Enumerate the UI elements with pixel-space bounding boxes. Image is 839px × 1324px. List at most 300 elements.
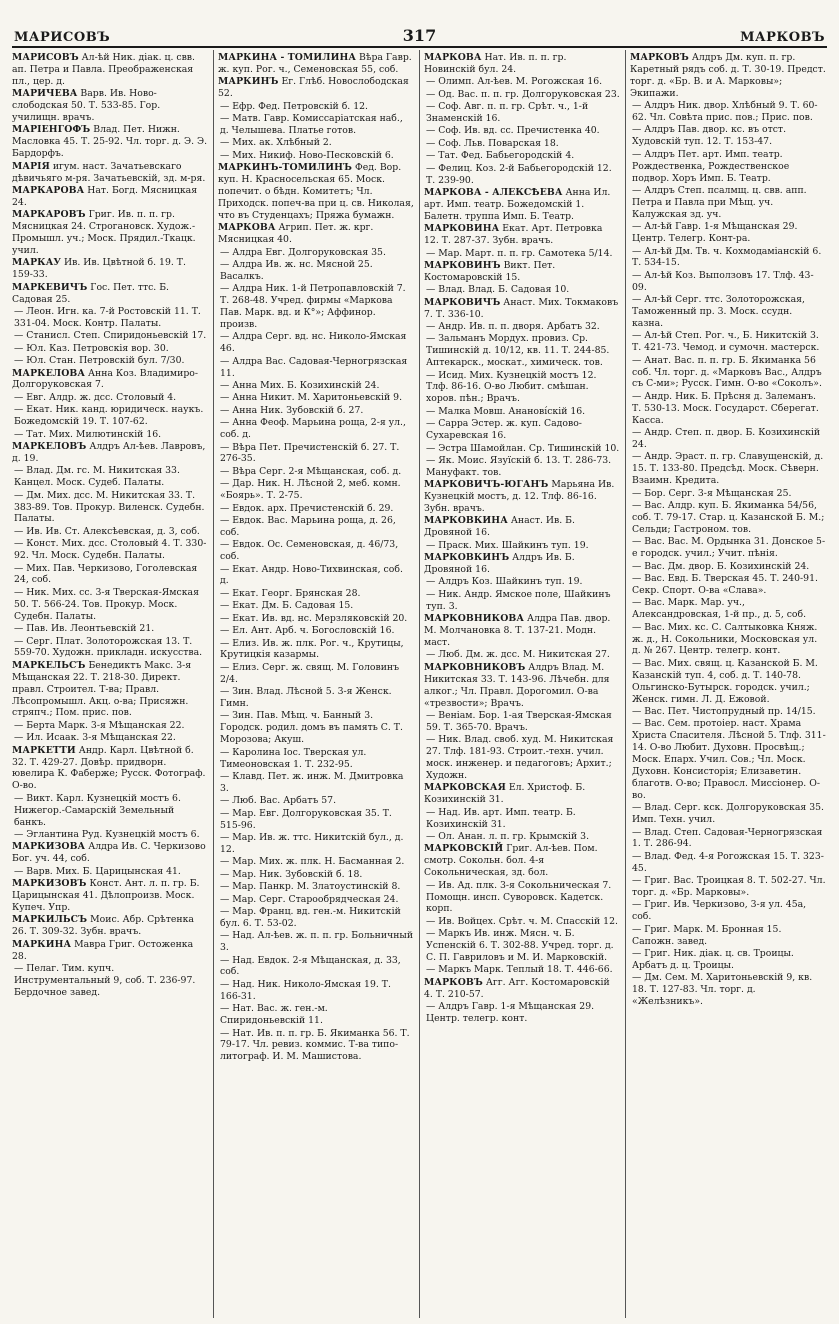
directory-entry xyxy=(12,343,208,355)
directory-entry xyxy=(630,100,826,124)
entry-surname: МАРКОВКИНА xyxy=(424,515,508,527)
directory-entry xyxy=(12,538,208,562)
directory-entry xyxy=(218,150,414,162)
directory-entry xyxy=(218,930,414,954)
directory-entry xyxy=(12,429,208,441)
directory-entry xyxy=(218,856,414,868)
entry-details: — Вас. Евд. Б. Тверская 45. Т. 240-91. Секр. Спорт. О-ва «Слава». xyxy=(632,572,818,596)
entry-details: — Ал-ѣй Гавр. 1-я Мѣщанская 29. Центр. Телегр. Конт-ра. xyxy=(632,221,798,245)
entry-surname: МАРКОВНИКОВА xyxy=(424,613,525,625)
entry-details: Нат. Ив. п. п. гр. Новинскій бул. 24. xyxy=(424,52,567,75)
directory-entry xyxy=(424,455,620,479)
entry-details: — Зин. Пав. Мѣщ. ч. Банный 3. Городск. родил. домъ въ память С. Т. Морозова; Акуш. xyxy=(220,710,403,746)
entry-details: — Влад. Дм. гс. М. Никитская 33. Канцел. Моск. Судеб. Палаты. xyxy=(14,465,180,489)
directory-entry xyxy=(424,710,620,734)
entry-details: — Мар. Панкр. М. Златоустинскій 8. xyxy=(220,881,401,893)
directory-entry xyxy=(630,851,826,875)
entry-surname: МАРКАРОВА xyxy=(12,184,85,196)
entry-details: — Евдок. Ос. Семеновская, д. 46/73, соб. xyxy=(220,539,399,563)
entry-surname: МАРКИЛЬСЪ xyxy=(12,914,88,926)
entry-details: — Вас. Мих. кс. С. Салтыковка Княж. ж. д., Н. Сокольники, Московская ул. д. № 267. Центр. телегр. конт. xyxy=(632,621,818,657)
entry-details: — Тат. Мих. Милютинскій 16. xyxy=(14,428,162,440)
entry-details: — Влад. Влад. Б. Садовая 10. xyxy=(426,284,570,296)
directory-entry xyxy=(12,878,208,914)
column-2 xyxy=(214,50,420,1318)
entry-details: — Ив. Ив. Ст. Алексѣевская, д. 3, соб. xyxy=(14,525,200,537)
directory-entry xyxy=(12,587,208,623)
entry-details: — Алдръ Коз. Шайкинъ туп. 19. xyxy=(426,576,583,588)
entry-details: — Дм. Сем. М. Харитоньевскій 9, кв. 18. Т. 127-83. Чл. торг. д. «Желѣзникъ». xyxy=(632,972,813,1008)
entry-details: — Мих. Пав. Черкизово, Гоголевская 24, соб. xyxy=(14,562,198,586)
entry-details: Варв. Ив. Ново-слободская 50. Т. 533-85. Гор. училищн. врачъ. xyxy=(12,88,161,124)
entry-details: — Григ. Вас. Троицкая 8. Т. 502-27. Чл. торг. д. «Бр. Марковы». xyxy=(632,875,826,899)
directory-entry xyxy=(630,948,826,972)
directory-entry xyxy=(218,638,414,662)
entry-details: — Мар. Ив. ж. ттс. Никитскій бул., д. 12. xyxy=(220,832,404,855)
directory-entry xyxy=(630,221,826,245)
directory-entry xyxy=(218,588,414,600)
entry-details: — Олимп. Ал-ѣев. М. Рогожская 16. xyxy=(426,76,603,88)
entry-details: — Мих. ак. Хлѣбный 2. xyxy=(220,137,332,149)
entry-surname: МАРКОВЪ xyxy=(424,976,483,988)
directory-entry xyxy=(424,576,620,588)
entry-surname: МАРКОВИЧЪ xyxy=(424,296,501,308)
directory-entry xyxy=(630,185,826,221)
entry-details: Анна Коз. Владимиро-Долгоруковская 7. xyxy=(12,367,199,391)
directory-entry xyxy=(12,257,208,281)
entry-details: — Праск. Мих. Шайкинъ туп. 19. xyxy=(426,539,589,551)
entry-details: — Вас. Пет. Чистопрудный пр. 14/15. xyxy=(632,705,816,717)
entry-surname: МАРКОВСКАЯ xyxy=(424,782,506,794)
entry-details: — Вас. Вас. М. Ордынка 31. Донское 5-е городск. учил.; Учит. пѣнія. xyxy=(632,536,826,560)
directory-entry xyxy=(218,906,414,930)
directory-entry xyxy=(630,573,826,597)
directory-entry xyxy=(630,500,826,536)
entry-surname: МАРКАРОВЪ xyxy=(12,209,86,221)
entry-details: — Соф. Льв. Поварская 18. xyxy=(426,137,559,149)
entry-details: — Мар. Мих. ж. плк. Н. Басманная 2. xyxy=(220,856,405,868)
entry-details: — Ел. Ант. Арб. ч. Богословскій 16. xyxy=(220,625,395,637)
entry-details: — Маркъ Ив. инж. Мясн. ч. Б. Успенскій 6. Т. 302-88. Учред. торг. д. С. П. Гавриловъ и М. И. Марковскій. xyxy=(426,928,614,964)
entry-surname: МАРКОВИНА xyxy=(424,223,500,235)
directory-entry xyxy=(12,490,208,526)
entry-details: — Екат. Ник. канд. юридическ. наукъ. Божедомскій 19. Т. 107-62. xyxy=(14,404,204,428)
directory-entry xyxy=(424,843,620,879)
entry-surname: МАРКИНА - ТОМИЛИНА xyxy=(218,52,357,63)
entry-details: — Мар. Ник. Зубовскій б. 18. xyxy=(220,868,363,880)
entry-details: — Анат. Вас. п. п. гр. Б. Якиманка 56 соб. Чл. торг. д. «Марковъ Вас., Алдръ съ С-ми»; Русск. Гимн. О-во «Соколъ». xyxy=(632,354,822,390)
entry-details: — Андр. Ник. Б. Прѣсня д. Залеманъ. Т. 530-13. Моск. Государст. Сберегат. Касса. xyxy=(632,390,819,426)
entry-details: — Викт. Карл. Кузнецкій мостъ 6. Нижегор.-Самарскій Земельный банкъ. xyxy=(14,792,181,828)
entry-surname: МАРІЯ xyxy=(12,160,50,172)
directory-entry xyxy=(630,622,826,658)
directory-entry xyxy=(12,282,208,306)
entry-details: — Ал-ѣй Коз. Выползовъ 17. Тлф. 43-09. xyxy=(632,269,814,293)
entry-details: Алдръ Дм. куп. п. гр. Каретный рядъ соб. д. Т. 30-19. Предст. торг. д. «Бр. В. и А. Марковы»; Экипажи. xyxy=(630,52,826,99)
entry-details: — Клавд. Пет. ж. инж. М. Дмитровка 3. xyxy=(220,770,404,794)
entry-details: — Конст. Мих. дсс. Столовый 4. Т. 330-92. Чл. Моск. Судебн. Палаты. xyxy=(14,538,207,562)
directory-entry xyxy=(630,924,826,948)
directory-entry xyxy=(630,802,826,826)
directory-entry xyxy=(424,187,620,223)
entry-details: Бенедиктъ Макс. 3-я Мѣщанская 22. Т. 218-30. Директ. правл. Строител. Т-ва; Правл. Лѣсопромышл. Акц. о-ва; Присяжн. стряпч.; Пом. прис. пов. xyxy=(12,659,192,719)
directory-entry xyxy=(424,223,620,247)
directory-entry xyxy=(630,330,826,354)
entry-surname: МАРКОВСКІЙ xyxy=(424,843,504,855)
header-right-keyword: МАРКОВЪ xyxy=(740,30,825,45)
directory-entry xyxy=(12,88,208,124)
entry-details: — Соф. Авг. п. п. гр. Срѣт. ч., 1-й Знаменскій 16. xyxy=(426,101,589,125)
directory-entry xyxy=(12,441,208,465)
directory-entry xyxy=(424,977,620,1001)
directory-entry xyxy=(630,246,826,270)
entry-surname: МАРКИНА xyxy=(12,938,72,950)
directory-entry xyxy=(218,600,414,612)
entry-details: игум. наст. Зачатьевскаго дѣвичьяго м-ря. Зачатьевскій, зд. м-ря. xyxy=(12,160,206,184)
directory-entry xyxy=(218,101,414,113)
entry-details: — Люб. Вас. Арбатъ 57. xyxy=(220,795,337,807)
directory-entry xyxy=(630,149,826,185)
entry-details: — Алдра Евг. Долгоруковская 35. xyxy=(220,246,386,258)
entry-details: — Над. Ал-ѣев. ж. п. п. гр. Больничный 3. xyxy=(220,930,414,954)
entry-details: — Андр. Степ. п. двор. Б. Козихинскій 24. xyxy=(632,427,821,450)
directory-entry xyxy=(424,333,620,369)
entry-details: Ал-ѣй Ник. діак. ц. свв. ап. Петра и Павла. Преображенская пл., цер. д. xyxy=(12,52,195,87)
directory-entry xyxy=(218,478,414,502)
directory-entry xyxy=(12,636,208,660)
entry-details: — Анна Никит. М. Харитоньевскій 9. xyxy=(220,392,403,404)
entry-details: Марьяна Ив. Кузнецкій мостъ, д. 12. Тлф. 86-16. Зубн. врачъ. xyxy=(424,479,615,515)
entry-details: — Ол. Анан. л. п. гр. Крымскій 3. xyxy=(426,831,590,842)
entry-details: — Ал-ѣй Серг. ттс. Золоторожская, Таможенный пр. 3. Моск. ссудн. казна. xyxy=(632,294,805,329)
entry-details: — Вас. Марк. Мар. уч., Александровская, 1-й пр., д. 5, соб. xyxy=(632,597,807,621)
entry-details: — Зин. Влад. Лѣсной 5. 3-я Женск. Гимн. xyxy=(220,686,392,710)
entry-details: Анна Ил. арт. Имп. театр. Божедомскій 1. Балетн. труппа Имп. Б. Театр. xyxy=(424,186,611,222)
entry-surname: МАРКОВНИКОВЪ xyxy=(424,661,526,673)
entry-details: — Алдра Вас. Садовая-Черногрязская 11. xyxy=(220,355,408,379)
entry-details: — Евг. Алдр. ж. дсс. Столовый 4. xyxy=(14,391,177,403)
entry-details: — Вѣра Серг. 2-я Мѣщанская, соб. д. xyxy=(220,465,402,477)
entry-surname: МАРКЕЛЬСЪ xyxy=(12,659,86,671)
entry-details: — Андр. Ив. п. п. дворя. Арбатъ 32. xyxy=(426,320,600,332)
directory-entry xyxy=(218,625,414,637)
directory-entry xyxy=(218,710,414,746)
entry-surname: МАРКОВИЧЪ-ЮГАНЪ xyxy=(424,479,549,491)
entry-details: — Алдръ Пет. арт. Имп. театр. Рождественка, Рождественское подвор. Хоръ Имп. Б. Театр. xyxy=(632,148,790,184)
directory-entry xyxy=(424,89,620,101)
entry-surname: МАРКЕЛОВЪ xyxy=(12,441,87,452)
directory-entry xyxy=(218,613,414,625)
entry-details: — Анна Феоф. Марьина роща, 2-я ул., соб. д. xyxy=(220,417,406,441)
directory-entry xyxy=(218,392,414,404)
directory-entry xyxy=(630,488,826,500)
directory-entry xyxy=(12,660,208,720)
entry-details: — Зальманъ Мордух. провиз. Ср. Тишинскій д. 10/12, кв. 11. Т. 244-85. Аптекарск., москат., химическ. тов. xyxy=(426,333,610,369)
directory-entry xyxy=(424,443,620,455)
entry-details: Алдръ Влад. М. Никитская 33. Т. 143-96. Лѣчебн. для алког.; Чл. Правл. Дорогомил. О-ва «трезвости»; Врачъ. xyxy=(424,661,610,709)
entry-details: — Веніам. Бор. 1-ая Тверская-Ямская 59. Т. 365-70. Врачъ. xyxy=(426,709,612,733)
entry-details: Гос. Пет. ттс. Б. Садовая 25. xyxy=(12,281,170,305)
directory-entry xyxy=(424,125,620,137)
directory-entry xyxy=(218,832,414,856)
entry-details: — Леон. Игн. ка. 7-й Ростовскій 11. Т. 331-04. Моск. Контр. Палаты. xyxy=(14,306,201,329)
entry-details: — Юл. Каз. Петровскія вор. 30. xyxy=(14,342,169,354)
directory-entry xyxy=(218,662,414,686)
column-4 xyxy=(626,50,831,1318)
entry-details: — Каролина Іос. Тверская ул. Тимеоновская 1. Т. 232-95. xyxy=(220,746,367,770)
entry-details: — Пав. Ив. Леонтьевскій 21. xyxy=(14,623,155,635)
directory-entry xyxy=(12,161,208,185)
entry-details: — Григ. Ник. діак. ц. св. Троицы. Арбатъ д. ц. Троицы. xyxy=(632,948,794,971)
directory-entry xyxy=(218,405,414,417)
entry-details: — Екат. Андр. Ново-Тихвинская, соб. д. xyxy=(220,563,403,587)
entry-details: — Берта Марк. 3-я Мѣщанская 22. xyxy=(14,719,185,731)
directory-entry xyxy=(218,380,414,392)
directory-entry xyxy=(630,658,826,706)
directory-entry xyxy=(218,1028,414,1064)
directory-entry xyxy=(424,321,620,333)
directory-entry xyxy=(12,841,208,865)
directory-entry xyxy=(630,391,826,427)
directory-entry xyxy=(12,392,208,404)
entry-details: Мавра Григ. Остоженка 28. xyxy=(12,938,194,962)
entry-details: — Ил. Исаак. 3-я Мѣщанская 22. xyxy=(14,732,176,744)
entry-details: — Алдръ Степ. псалмщ. ц. свв. апп. Петра и Павла при Мѣщ. уч. Калужская зд. уч. xyxy=(632,184,807,220)
directory-entry xyxy=(12,914,208,938)
entry-details: — Од. Вас. п. п. гр. Долгоруковская 23. xyxy=(426,88,620,100)
entry-details: — Пелаг. Тим. купч. Инструментальный 9, соб. Т. 236-97. Бердочное завед. xyxy=(14,962,196,998)
entry-details: — Маркъ Марк. Теплый 18. Т. 446-66. xyxy=(426,964,613,976)
entry-details: — Ал-ѣй Дм. Тв. ч. Кохмодаміанскій 6. Т. 534-15. xyxy=(632,245,822,269)
entry-details: — Елиз. Серг. ж. свящ. М. Головинъ 2/4. xyxy=(220,661,400,685)
directory-entry xyxy=(218,869,414,881)
entry-surname: МАРКАУ xyxy=(12,257,62,269)
entry-details: — Алдръ Пав. двор. кс. въ отст. Худовскій туп. 12. Т. 153-47. xyxy=(632,124,787,148)
entry-details: — Екат. Дм. Б. Садовая 15. xyxy=(220,600,354,612)
directory-entry xyxy=(12,124,208,160)
entry-surname: МАРКОВА - АЛЕКСѢЕВА xyxy=(424,186,563,198)
entry-details: Ег. Глѣб. Новослободская 52. xyxy=(218,76,409,100)
entry-details: Конст. Ант. л. п. гр. Б. Царицынская 41. Дѣлопроизв. Моск. Купеч. Упр. xyxy=(12,878,200,913)
directory-entry xyxy=(630,427,826,451)
entry-details: — Алдръ Ник. двор. Хлѣбный 9. Т. 60-62. Чл. Совѣта прис. пов.; Прис. пов. xyxy=(632,100,818,124)
entry-details: — Эстра Шамойлан. Ср. Тишинскій 10. xyxy=(426,442,620,454)
entry-details: — Над. Ив. арт. Имп. театр. Б. Козихинскій 31. xyxy=(426,806,576,830)
entry-details: Григ. Ив. п. п. гр. Мясницкая 24. Строгановск. Худож.-Промышл. уч.; Моск. Прядил.-Ткацк. учил. xyxy=(12,209,196,256)
entry-details: — Фелиц. Коз. 2-й Бабьегородскій 12. Т. 239-90. xyxy=(426,162,612,186)
entry-surname: МАРКИНЪ xyxy=(218,76,279,88)
directory-entry xyxy=(630,52,826,100)
directory-entry xyxy=(424,916,620,928)
entry-details: — Влад. Степ. Садовая-Черногрязская 1. Т. 286-94. xyxy=(632,826,823,850)
entry-details: — Мар. Евг. Долгоруковская 35. Т. 515-96. xyxy=(220,807,392,831)
entry-surname: МАРКИНЪ-ТОМИЛИНЪ xyxy=(218,162,353,174)
directory-entry xyxy=(424,479,620,515)
directory-entry xyxy=(218,1003,414,1027)
directory-entry xyxy=(12,563,208,587)
directory-entry xyxy=(424,782,620,806)
directory-entry xyxy=(12,793,208,829)
entry-details: Андр. Карл. Цвѣтной б. 32. Т. 429-27. Довѣр. придворн. ювелира К. Фаберже; Русск. Фотограф. О-во. xyxy=(12,744,206,792)
directory-entry xyxy=(218,955,414,979)
entry-details: — Мих. Никиф. Ново-Песковскій 6. xyxy=(220,149,394,161)
directory-entry xyxy=(218,894,414,906)
directory-entry xyxy=(424,589,620,613)
entry-details: — Ив. Войцех. Срѣт. ч. М. Спасскій 12. xyxy=(426,915,618,927)
directory-entry xyxy=(218,283,414,331)
directory-entry xyxy=(218,795,414,807)
directory-entry xyxy=(12,185,208,209)
directory-entry xyxy=(424,515,620,539)
directory-entry xyxy=(12,209,208,257)
directory-entry xyxy=(424,649,620,661)
entry-details: — Вас. Дм. двор. Б. Козихинскій 24. xyxy=(632,560,810,572)
entry-surname: МАРИСОВЪ xyxy=(12,52,79,63)
entry-details: — Евдок. арх. Пречистенскій б. 29. xyxy=(220,502,394,514)
directory-entry xyxy=(424,928,620,964)
entry-details: — Нат. Вас. ж. ген.-м. Спиридоньевскій 11. xyxy=(220,1003,328,1027)
entry-details: — Григ. Марк. М. Бронная 15. Сапожн. завед. xyxy=(632,923,782,947)
directory-entry xyxy=(424,540,620,552)
directory-entry xyxy=(630,451,826,487)
page-number: 317 xyxy=(402,26,437,45)
directory-entry xyxy=(218,222,414,246)
directory-entry xyxy=(218,113,414,137)
directory-entry xyxy=(12,330,208,342)
directory-entry xyxy=(424,101,620,125)
directory-entry xyxy=(218,747,414,771)
directory-entry xyxy=(424,807,620,831)
entry-details: — Нат. Ив. п. п. гр. Б. Якиманка 56. Т. 79-17. Чл. ревиз. коммис. Т-ва типо-литограф. И. М. Машистова. xyxy=(220,1027,410,1063)
directory-entry xyxy=(12,368,208,392)
entry-details: — Андр. Эраст. п. гр. Славущенскій, д. 15. Т. 133-80. Предсѣд. Моск. Сѣверн. Взаимн. Кредита. xyxy=(632,451,824,487)
entry-surname: МАРКЕТТИ xyxy=(12,744,76,756)
entry-details: — Екат. Ив. вд. нс. Мерзляковскій 20. xyxy=(220,612,408,624)
directory-entry xyxy=(424,138,620,150)
entry-surname: МАРКОВА xyxy=(424,52,482,63)
entry-details: — Влад. Фед. 4-я Рогожская 15. Т. 323-45. xyxy=(632,850,824,874)
directory-entry xyxy=(424,406,620,418)
directory-entry xyxy=(218,331,414,355)
directory-entry xyxy=(424,734,620,782)
directory-entry xyxy=(630,875,826,899)
entry-details: — Ив. Ад. плк. 3-я Сокольническая 7. Помощн. инсп. Суворовск. Кадетск. корп. xyxy=(426,879,612,915)
entry-details: Алдръ Ив. Б. Дровяной 16. xyxy=(424,552,575,576)
directory-entry xyxy=(630,124,826,148)
directory-entry xyxy=(630,294,826,330)
directory-entry xyxy=(12,404,208,428)
entry-details: — Екат. Георг. Брянская 28. xyxy=(220,587,361,599)
directory-entry xyxy=(424,76,620,88)
directory-entry xyxy=(218,162,414,222)
entry-details: — Исид. Мих. Кузнецкій мостъ 12. Тлф. 86-16. О-во Любит. смѣшан. хоров. пѣн.; Врачъ. xyxy=(426,369,597,405)
entry-details: — Ефр. Фед. Петровскій б. 12. xyxy=(220,100,369,112)
entry-details: Агг. Агг. Костомаровскій 4. Т. 210-57. xyxy=(424,976,610,1000)
entry-surname: МАРКОВКИНЪ xyxy=(424,552,510,564)
entry-details: — Ник. Мих. сс. 3-я Тверская-Ямская 50. Т. 566-24. Тов. Прокур. Моск. Судебн. Палаты. xyxy=(14,586,199,622)
directory-entry xyxy=(424,418,620,442)
entry-surname: МАРІЕНГОФЪ xyxy=(12,124,91,136)
directory-entry xyxy=(218,76,414,100)
directory-entry xyxy=(424,831,620,843)
entry-surname: МАРКОВА xyxy=(218,222,276,234)
entry-surname: МАРКИЗОВЪ xyxy=(12,878,87,890)
entry-details: — Тат. Фед. Бабьегородскій 4. xyxy=(426,150,575,162)
entry-details: — Вас. Алдр. куп. Б. Якиманка 54/56, соб. Т. 79-17. Стар. ц. Казанской Б. М.; Сельди; Гастроном. тов. xyxy=(632,500,825,535)
directory-entry xyxy=(424,552,620,576)
entry-details: Влад. Пет. Нижн. Масловка 45. Т. 25-92. Чл. торг. д. Э. Э. Бардорфъ. xyxy=(12,124,208,160)
directory-entry xyxy=(424,880,620,916)
entry-details: Алдръ Ал-ѣев. Лавровъ, д. 19. xyxy=(12,441,206,464)
entry-details: Вѣра Гавр. ж. куп. Рог. ч., Семеновская 55, соб. xyxy=(218,52,412,75)
directory-entry xyxy=(424,163,620,187)
directory-entry xyxy=(218,686,414,710)
directory-entry xyxy=(218,564,414,588)
entry-details: — Анна Ник. Зубовскій б. 27. xyxy=(220,404,364,416)
entry-details: — Елиз. Ив. ж. плк. Рог. ч., Крутицы, Крутицкія казармы. xyxy=(220,637,404,661)
directory-entry xyxy=(424,52,620,76)
entry-details: Моис. Абр. Срѣтенка 26. Т. 309-32. Зубн. врачъ. xyxy=(12,914,194,938)
directory-entry xyxy=(12,939,208,963)
entry-details: Анаст. Мих. Токмаковъ 7. Т. 336-10. xyxy=(424,296,619,320)
entry-details: Алдра Ив. С. Черкизово Бог. уч. 44, соб. xyxy=(12,841,206,865)
directory-entry xyxy=(218,137,414,149)
entry-details: Ел. Христоф. Б. Козихинскій 31. xyxy=(424,782,586,806)
entry-details: — Алдра Ив. ж. нс. Мясной 25. Васалкъ. xyxy=(220,258,373,282)
directory-entry xyxy=(12,465,208,489)
columns xyxy=(8,50,831,1318)
directory-entry xyxy=(218,808,414,832)
directory-entry xyxy=(12,720,208,732)
directory-entry xyxy=(218,771,414,795)
entry-details: — Евдок. Вас. Марьина роща, д. 26, соб. xyxy=(220,514,396,538)
directory-entry xyxy=(630,597,826,621)
entry-details: — Над. Евдок. 2-я Мѣщанская, д. 33, соб. xyxy=(220,954,401,978)
directory-entry xyxy=(12,355,208,367)
entry-details: — Мар. Серг. Старообрядческая 24. xyxy=(220,893,399,905)
directory-entry xyxy=(630,827,826,851)
entry-details: Екат. Арт. Петровка 12. Т. 287-37. Зубн. врачъ. xyxy=(424,223,603,247)
directory-entry xyxy=(12,745,208,793)
directory-entry xyxy=(424,964,620,976)
directory-entry xyxy=(12,526,208,538)
directory-entry xyxy=(218,466,414,478)
entry-surname: МАРКЕЛОВА xyxy=(12,367,86,379)
directory-entry xyxy=(218,503,414,515)
entry-details: Викт. Пет. Костомаровскій 15. xyxy=(424,259,556,283)
entry-details: — Алдръ Гавр. 1-я Мѣщанская 29. Центр. телегр. конт. xyxy=(426,1001,595,1025)
entry-details: — Вѣра Пет. Пречистенскій б. 27. Т. 276-35. xyxy=(220,441,400,465)
directory-entry xyxy=(218,356,414,380)
entry-surname: МАРКИЗОВА xyxy=(12,841,86,853)
entry-details: Нат. Богд. Мясницкая 24. xyxy=(12,184,198,208)
directory-entry xyxy=(12,306,208,330)
directory-entry xyxy=(424,662,620,710)
directory-entry xyxy=(630,706,826,718)
directory-entry xyxy=(424,260,620,284)
entry-details: — Вас. Сем. протоіер. наст. Храма Христа Спасителя. Лѣсной 5. Тлф. 311-14. О-во Любит. Духовн. Просвѣщ.; Моск. Епарх. Учил. Сов.; Чл. Моск. Духовн. Консисторія; Елизаветин. благотв. О-во; Правосл. Миссіонер. О-во. xyxy=(632,718,826,801)
directory-entry xyxy=(218,881,414,893)
entry-details: Фед. Вор. куп. Н. Красносельская 65. Моск. попечит. о бѣдн. Комитетъ; Чл. Приходск. попеч-ва при ц. св. Николая, что въ Студенцахъ; Пряжа бумажн. xyxy=(218,162,414,221)
directory-entry xyxy=(12,963,208,999)
entry-details: Агрип. Пет. ж. крг. Мясницкая 40. xyxy=(218,222,374,246)
entry-details: — Як. Моис. Язуїскій б. 13. Т. 286-73. Мануфакт. тов. xyxy=(426,454,612,478)
directory-entry xyxy=(424,248,620,260)
entry-details: — Ал-ѣй Степ. Рог. ч., Б. Никитскій 3. Т. 421-73. Чемод. и сумочн. мастерск. xyxy=(632,330,820,354)
directory-entry xyxy=(12,829,208,841)
directory-entry xyxy=(630,270,826,294)
directory-entry xyxy=(424,297,620,321)
